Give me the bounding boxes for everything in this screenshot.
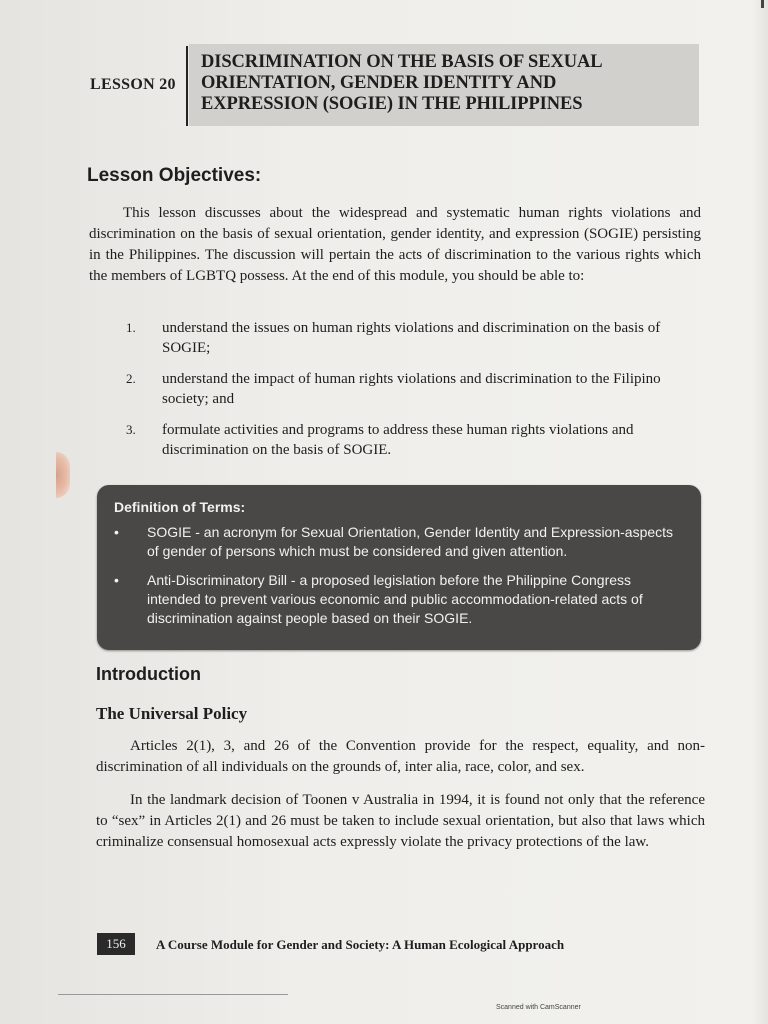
objectives-list [126,318,701,471]
objectives-heading: Lesson Objectives: [87,165,262,186]
lesson-number: LESSON 20 [90,76,176,93]
list-item-number: 2. [126,371,136,386]
page-number: 156 [97,933,135,955]
universal-policy-heading: The Universal Policy [96,704,248,723]
scanner-watermark: Scanned with CamScanner [496,1004,581,1011]
definition-text: Anti-Discriminatory Bill - a proposed legislation before the Philippine Congress intended to prevent various economic and public accommodation-related acts of discrimination against people based on their SOGIE. [147,572,643,626]
book-title: A Course Module for Gender and Society: A Human Ecological Approach [156,937,565,952]
introduction-paragraph-1: Articles 2(1), 3, and 26 of the Convention provide for the respect, equality, and non-discrimination of all individuals on the grounds of, inter alia, race, color, and sex. [96,738,705,775]
definition-list [114,523,684,638]
list-item [126,420,701,460]
footer-rule [58,994,288,995]
bullet-icon: • [114,524,119,540]
list-item-number: 1. [126,320,136,335]
list-item [126,318,701,358]
list-item-text: understand the issues on human rights violations and discrimination on the basis of SOGIE; [162,320,661,356]
lesson-title: DISCRIMINATION ON THE BASIS OF SEXUAL ORIENTATION, GENDER IDENTITY AND EXPRESSION (SOGIE) IN THE PHILIPPINES [201,52,603,114]
list-item [126,369,701,409]
corner-mark [761,0,764,8]
list-item-text: formulate activities and programs to address these human rights violations and discrimination on the basis of SOGIE. [162,422,634,458]
objectives-paragraph: This lesson discusses about the widespread and systematic human rights violations and discrimination on the basis of sexual orientation, gender identity, and expression (SOGIE) persisting in the Philippines. The discussion will pertain the acts of discrimination to the various rights which the members of LGBTQ possess. At the end of this module, you should be able to: [89,205,701,284]
list-item-number: 3. [126,422,136,437]
definition-text: SOGIE - an acronym for Sexual Orientation, Gender Identity and Expression-aspects of gender of persons which must be considered and given attention. [147,524,674,559]
introduction-paragraph-2: In the landmark decision of Toonen v Australia in 1994, it is found not only that the reference to “sex” in Articles 2(1) and 26 must be taken to include sexual orientation, but also that laws which criminalize consensual homosexual acts expressly violate the privacy protections of the law. [96,792,705,850]
header-divider [186,46,188,126]
thumb-mark [56,452,70,498]
definition-item [114,571,684,628]
page-edge-shadow [752,0,768,1024]
list-item-text: understand the impact of human rights violations and discrimination to the Filipino society; and [162,371,661,407]
introduction-heading: Introduction [96,664,201,684]
definition-item [114,523,684,561]
definition-title: Definition of Terms: [114,499,246,515]
definition-box [97,485,701,650]
bullet-icon: • [114,572,119,588]
